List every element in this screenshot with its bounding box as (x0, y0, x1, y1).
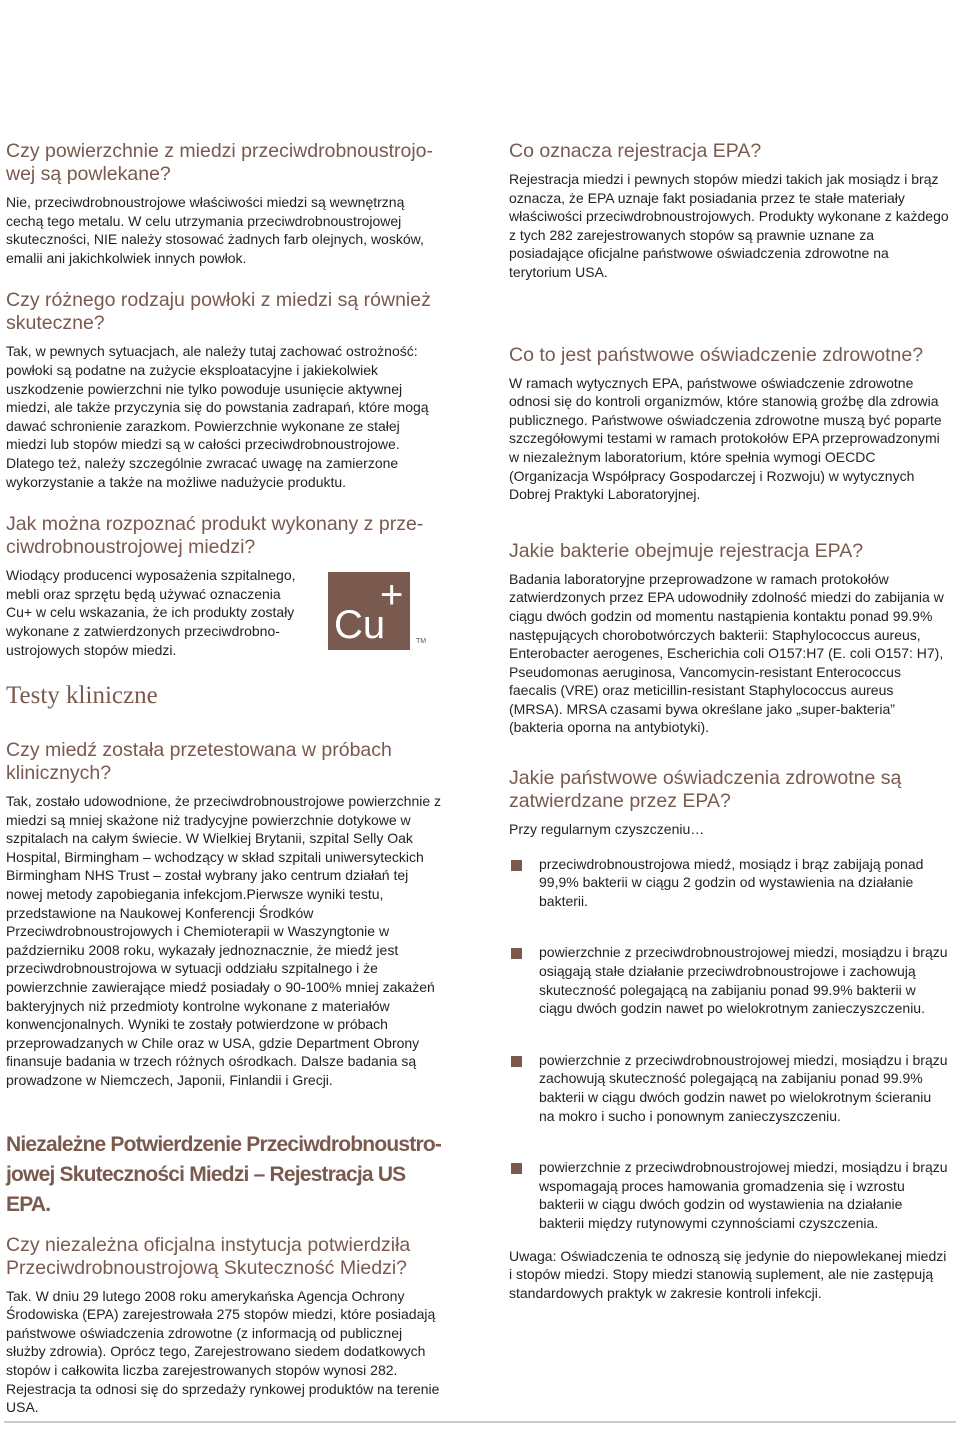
question-heading: Co oznacza rejestracja EPA? (509, 140, 762, 162)
question-heading: Jakie bakterie obejmuje rejestracja EPA? (509, 539, 864, 562)
cu-plus-logo (328, 572, 410, 650)
cu-plus-block (6, 566, 442, 659)
logo-plus: + (380, 573, 404, 618)
list-item-text: przeciwdrobnoustrojowa miedź, mosiądz i brąz zabijają ponad 99,9% bakterii w ciągu 2 godzin od wystawienia na działanie bakterii. (539, 855, 924, 909)
question-heading: Czy niezależna oficjalna instytucja potwierdziła Przeciwdrobnoustrojową Skuteczność Miedzi? (6, 1233, 411, 1279)
right-column (509, 140, 949, 1302)
question-heading: Co to jest państwowe oświadczenie zdrowotne? (509, 343, 924, 366)
question-heading: Czy miedź została przetestowana w próbach klinicznych? (6, 739, 392, 785)
list-item (509, 943, 949, 1017)
question-heading: Czy różnego rodzaju powłoki z miedzi są również skuteczne? (6, 289, 431, 335)
section-title: Testy kliniczne (6, 682, 158, 710)
list-item (509, 1158, 949, 1232)
square-bullet-icon (511, 1163, 522, 1174)
section-title: Niezależne Potwierdzenie Przeciwdrobnoustro-jowej Skuteczności Miedzi – Rejestracja US EPA. (6, 1132, 442, 1216)
left-column (6, 140, 442, 1417)
list-item-text: powierzchnie z przeciwdrobnoustrojowej miedzi, mosiądzu i brązu wspomagają proces hamowania gromadzenia się i wzrostu bakterii w ciągu dwóch godzin od wystawienia na działanie bakterii między rutynowymi czynnościami czyszczenia. (539, 1159, 948, 1231)
note-paragraph: Uwaga: Oświadczenia te odnoszą się jedynie do niepowlekanej miedzi i stopów miedzi. Stopy miedzi stanowią suplement, ale nie zastępują standardowych praktyk w zakresie kontroli infekcji. (509, 1247, 947, 1301)
answer-paragraph: Rejestracja miedzi i pewnych stopów miedzi takich jak mosiądz i brąz oznacza, że EPA uznaje fakt posiadania przez te stałe materiały właściwości przeciwdrobnoustrojowych. Produkty wykonane z każdego z tych 282 zarejestrowanych stopów są prawnie uznane za posiadające oficjalne państwowe oświadczenia zdrowotne na terytorium USA. (509, 171, 949, 280)
square-bullet-icon (511, 1056, 522, 1067)
claims-list (509, 855, 949, 1233)
list-item-text: powierzchnie z przeciwdrobnoustrojowej miedzi, mosiądzu i brązu osiągają stałe działanie przeciwdrobnoustrojowe i zachowują skuteczność polegającą na zabijaniu ponad 99.9% bakterii w ciągu dwóch godzin nawet po wielokrotnym zanieczyszczeniu. (539, 944, 948, 1017)
answer-paragraph: Tak. W dniu 29 lutego 2008 roku amerykańska Agencja Ochrony Środowiska (EPA) zarejestrowała 275 stopów miedzi, które posiadają państwowe oświadczenia zdrowotne (z informacją od publicznej służby zdrowia). Oprócz tego, Zarejestrowano siedem dodatkowych stopów i całkowita liczba zarejestrowanych stopów wynosi 282. Rejestracja ta odnosi się do sprzedaży rynkowej produktów na terenie USA. (6, 1287, 440, 1416)
square-bullet-icon (511, 948, 522, 959)
intro-line: Przy regularnym czyszczeniu… (509, 821, 705, 838)
bottom-divider (4, 1421, 956, 1423)
answer-paragraph: Badania laboratoryjne przeprowadzone w ramach protokołów zatwierdzonych przez EPA udowodniły zdolność miedzi do zabijania w ciągu dwóch godzin od momentu nastąpienia kontaktu ponad 99.9% następujących chorobotwórczych bakterii: Staphylococcus aureus, Enterobacter aerogenes, Escherichia coli O157:H7 (E. coli O157: H7), Pseudomonas aeruginosa, Vancomycin-resistant Enterococcus faecalis (VRE) oraz meticillin-resistant Staphylococcus aureus (MRSA). MRSA czasami bywa określane jako „super-bakteria” (bakteria oporna na antybiotyki). (509, 570, 944, 736)
answer-paragraph: Tak, w pewnych sytuacjach, ale należy tutaj zachować ostrożność: powłoki są podatne na zużycie eksploatacyjne i jakiekolwiek uszkodzenie powierzchni nie tylko powoduje usunięcie aktywnej miedzi, ale także przyczynia się do powstania zadrapań, które mogą dawać schronienie zarazkom. Powierzchnie wykonane ze stałej miedzi lub stopów miedzi są w całości przeciwdrobnoustrojowe. Dlatego też, należy szczególnie zwracać uwagę na zamierzone wykorzystanie a także na możliwe nadużycie produktu. (6, 343, 429, 490)
question-heading: Czy powierzchnie z miedzi przeciwdrobnoustrojo-wej są powlekane? (6, 140, 434, 185)
logo-text: Cu (334, 603, 386, 648)
trademark-label: TM (416, 638, 427, 646)
square-bullet-icon (511, 860, 522, 871)
list-item (509, 855, 949, 911)
question-heading: Jak można rozpoznać produkt wykonany z prze-ciwdrobnoustrojowej miedzi? (6, 513, 424, 559)
answer-paragraph: Tak, zostało udowodnione, że przeciwdrobnoustrojowe powierzchnie z miedzi są mniej skażone niż tradycyjne powierzchnie dotykowe w szpitalach na całym świecie. W Wielkiej Brytanii, szpital Selly Oak Hospital, Birmingham – wchodzący w skład szpitali uniwersyteckich Birmingham NHS Trust – został wybrany jako centrum działań tej nowej metody zapobiegania infekcjom.Pierwsze wyniki testu, przedstawione na Naukowej Konferencji Środków Przeciwdrobnoustrojowych i Chemioterapii w Waszyngtonie w październiku 2008 roku, wykazały jednoznacznie, że miedź jest przeciwdrobnoustrojowa w sytuacji oddziału szpitalnego i że powierzchnie zawierające miedź posiadały o 90-100% mniej zakażeń bakteryjnych niż przedmioty kontrolne wykonane z materiałów konwencjonalnych. Wyniki te zostały potwierdzone w próbach przeprowadzanych w Chile oraz w USA, gdzie Department Obrony finansuje badania w trzech różnych ośrodkach. Dalsze badania są prowadzone w Niemczech, Japonii, Finlandii i Grecji. (6, 793, 442, 1088)
list-item-text: powierzchnie z przeciwdrobnoustrojowej miedzi, mosiądzu i brązu zachowują skuteczność polegającą na zabijaniu ponad 99.9% bakterii w ciągu dwóch godzin nawet po wielokrotnym ścieraniu na mokro i sucho i ponownym zanieczyszczeniu. (539, 1051, 948, 1124)
answer-paragraph: Nie, przeciwdrobnoustrojowe właściwości miedzi są wewnętrzną cechą tego metalu. W celu utrzymania przeciwdrobnoustrojowej skuteczności, NIE należy stosować żadnych farb olejnych, wosków, emalii ani jakichkolwiek innych powłok. (6, 194, 424, 266)
answer-paragraph: Wiodący producenci wyposażenia szpitalnego, mebli oraz sprzętu będą używać oznaczenia Cu+ w celu wskazania, że ich produkty zostały wykonane z zatwierdzonych przeciwdrobno-ustrojowych stopów miedzi. (6, 567, 296, 658)
list-item (509, 1051, 949, 1125)
question-heading: Jakie państwowe oświadczenia zdrowotne są zatwierdzane przez EPA? (509, 767, 902, 813)
answer-paragraph: W ramach wytycznych EPA, państwowe oświadczenie zdrowotne odnosi się do kontroli organizmów, które stanowią groźbę dla zdrowia publicznego. Państwowe oświadczenia zdrowotne muszą być poparte szczegółowymi testami w ramach protokołów EPA przeprowadzonymi w niezależnym laboratorium, które spełnia wymogi OECDC (Organizacja Współpracy Gospodarczej i Rozwoju) w wytycznych Dobrej Praktyki Laboratoryjnej. (509, 374, 942, 503)
